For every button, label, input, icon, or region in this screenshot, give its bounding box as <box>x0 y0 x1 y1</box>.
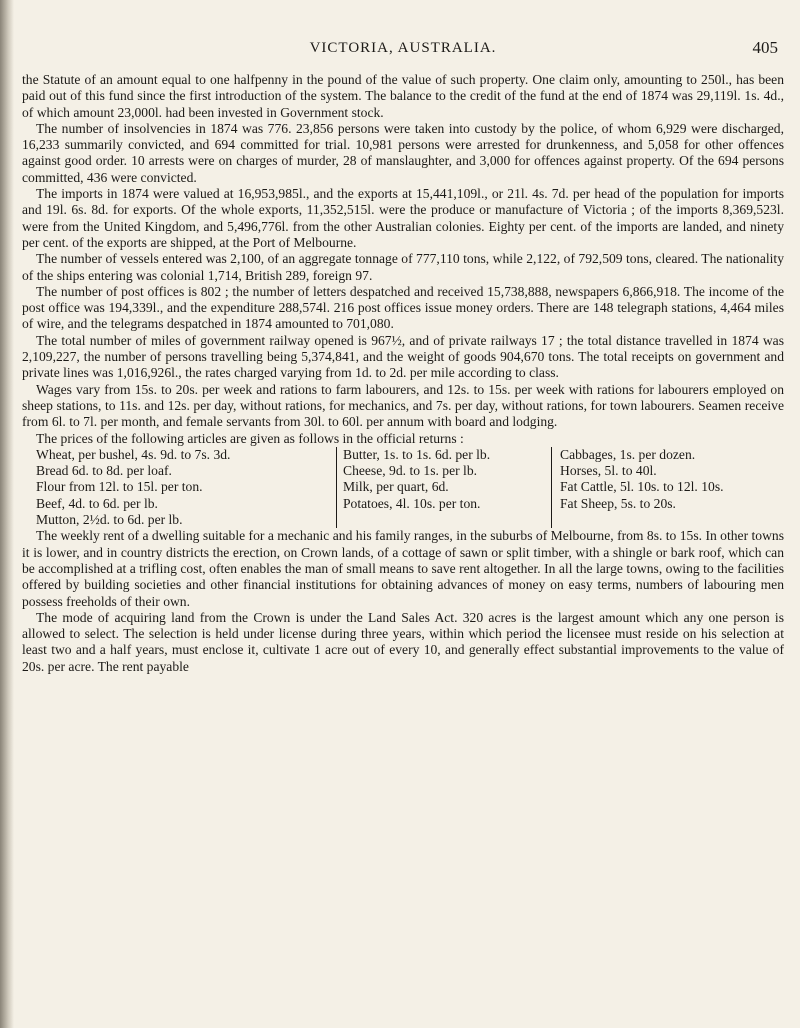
price-item: Butter, 1s. to 1s. 6d. per lb. <box>343 446 491 462</box>
paragraph-railways: The total number of miles of government railway opened is 967½, and of private railways 17 ; the total distance travelled in 1874 was 2,109,227, the number of persons travelling being 5,374,841, and the weight of goods 904,670 tons. The total receipts on government and private lines was 1,016,926l., the rates charged varying from 1d. to 2d. per mile according to class. <box>22 332 784 381</box>
price-item: Flour from 12l. to 15l. per ton. <box>36 479 203 495</box>
price-item: Milk, per quart, 6d. <box>343 479 449 495</box>
prices-column-1 <box>36 447 337 528</box>
price-item: Beef, 4d. to 6d. per lb. <box>36 495 158 511</box>
paragraph-vessels: The number of vessels entered was 2,100, of an aggregate tonnage of 777,110 tons, while 2,122, of 792,509 tons, cleared. The nationality of the ships entering was colonial 1,714, British 289, foreign 97. <box>22 251 784 283</box>
paragraph-wages: Wages vary from 15s. to 20s. per week and rations to farm labourers, and 12s. to 15s. per week with rations for labourers employed on sheep stations, to 11s. and 12s. per day, without rations, for mechanics, and 7s. per day, without rations, for town labourers. Seamen receive from 6l. to 7l. per month, and female servants from 30l. to 60l. per annum with board and lodging. <box>22 381 784 430</box>
price-item: Horses, 5l. to 40l. <box>560 463 657 479</box>
prices-table <box>36 447 784 528</box>
price-item: Bread 6d. to 8d. per loaf. <box>36 463 172 479</box>
paragraph-continuation: the Statute of an amount equal to one halfpenny in the pound of the value of such property. One claim only, amounting to 250l., has been paid out of this fund since the first introduction of the system. The balance to the credit of the fund at the end of 1874 was 29,119l. 1s. 4d., of which amount 23,000l. had been invested in Government stock. <box>22 72 784 120</box>
price-item: Potatoes, 4l. 10s. per ton. <box>343 495 481 511</box>
prices-column-2 <box>337 447 552 528</box>
document-page <box>22 38 784 675</box>
price-item: Mutton, 2½d. to 6d. per lb. <box>36 512 183 528</box>
paragraph-imports: The imports in 1874 were valued at 16,953,985l., and the exports at 15,441,109l., or 21l. 4s. 7d. per head of the population for imports and 19l. 6s. 8d. for exports. Of the whole exports, 11,352,515l. were the produce or manufacture of Victoria ; of the imports 8,369,523l. were from the United Kingdom, and 5,496,776l. from the other Australian colonies. Eighty per cent. of the imports are landed, and ninety per cent. of the exports are shipped, at the Port of Melbourne. <box>22 186 784 250</box>
running-head: VICTORIA, AUSTRALIA. <box>309 40 497 56</box>
price-item: Cabbages, 1s. per dozen. <box>560 446 696 462</box>
paragraph-post-offices: The number of post offices is 802 ; the number of letters despatched and received 15,738,888, newspapers 6,866,918. The income of the post office was 194,339l., and the expenditure 288,574l. 216 post offices issue money orders. There are 148 telegraph stations, 4,464 miles of wire, and the telegrams despatched in 1874 amounted to 701,080. <box>22 283 784 332</box>
paragraph-prices-intro: The prices of the following articles are given as follows in the official returns : <box>36 430 464 446</box>
prices-column-3 <box>552 447 724 528</box>
price-item: Fat Cattle, 5l. 10s. to 12l. 10s. <box>560 479 724 495</box>
paragraph-land-sales: The mode of acquiring land from the Crown is under the Land Sales Act. 320 acres is the largest amount which any one person is allowed to select. The selection is held under license during three years, within which period the licensee must reside on his selection at least two and a half years, must enclose it, cultivate 1 acre out of every 10, and generally effect substantial improvements to the value of 20s. per acre. The rent payable <box>22 609 784 674</box>
book-spine-shadow <box>0 0 14 1028</box>
price-item: Fat Sheep, 5s. to 20s. <box>560 495 676 511</box>
page-header <box>22 38 784 64</box>
paragraph-insolvencies: The number of insolvencies in 1874 was 776. 23,856 persons were taken into custody by the police, of whom 6,929 were discharged, 16,233 summarily convicted, and 694 committed for trial. 10,981 persons were arrested for drunkenness, and 5,058 for other offences against good order. 10 arrests were on charges of murder, 28 of manslaughter, and 3,000 for offences against property. Of the 694 persons committed, 436 were convicted. <box>22 120 784 185</box>
page-number: 405 <box>752 38 778 57</box>
price-item: Cheese, 9d. to 1s. per lb. <box>343 463 478 479</box>
price-item: Wheat, per bushel, 4s. 9d. to 7s. 3d. <box>36 446 231 462</box>
paragraph-rent: The weekly rent of a dwelling suitable for a mechanic and his family ranges, in the suburbs of Melbourne, from 8s. to 15s. In other towns it is lower, and in country districts the erection, on Crown lands, of a cottage of sawn or split timber, with a shingle or bark roof, which can be accomplished at a trifling cost, often enables the man of small means to save rent altogether. In all the large towns, owing to the facilities offered by building societies and other financial institutions for obtaining advances of money on easy terms, numbers of labouring men possess freeholds of their own. <box>22 528 784 609</box>
